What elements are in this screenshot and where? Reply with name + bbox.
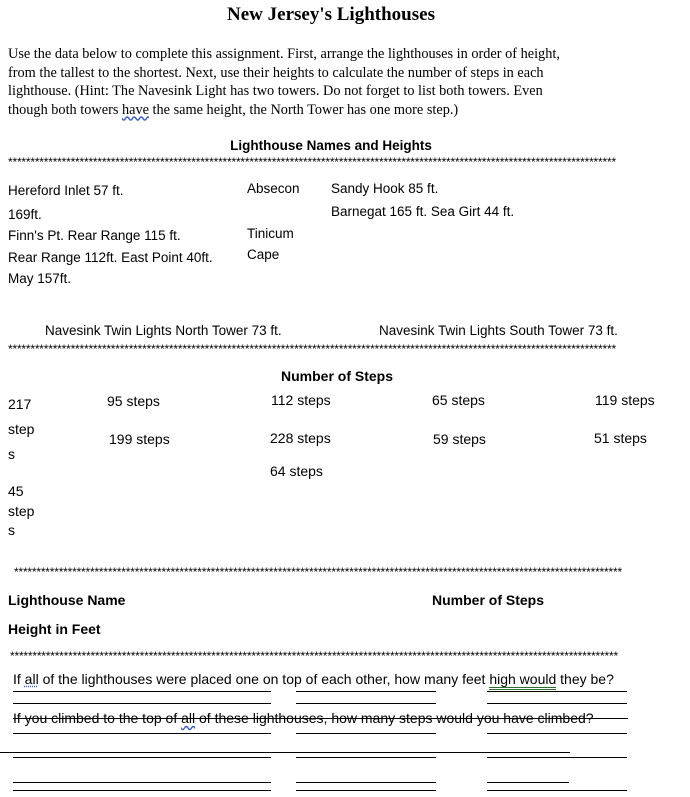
answer-line[interactable] [13,703,271,704]
answer-line[interactable] [0,752,570,753]
names-col-1 [8,180,213,290]
col-header-lighthouse-name: Lighthouse Name [8,592,126,608]
question-1-all: all [24,671,39,687]
name-entry-cape: Cape [247,247,280,262]
question-2-start: If you climbed to the top of [13,710,182,726]
answer-line[interactable] [13,782,271,783]
answer-line[interactable] [487,790,627,791]
steps-value: 65 steps [432,392,485,408]
answer-line[interactable] [13,790,271,791]
separator-3: **************************************************************************************************************************************** [14,567,622,577]
question-1 [13,671,614,687]
answer-line[interactable] [487,691,627,692]
name-entry: Hereford Inlet 57 ft. [8,183,124,198]
name-entry: 169ft. [8,206,42,222]
steps-value: 95 steps [107,393,160,409]
steps-value: s [8,446,15,462]
steps-value: 217 [8,396,32,412]
steps-value: 51 steps [594,430,647,446]
name-entry-sandy-hook: Sandy Hook 85 ft. [331,181,439,196]
navesink-north-tower: Navesink Twin Lights North Tower 73 ft. [45,323,282,338]
name-entry-absecon: Absecon [247,181,300,196]
navesink-south-tower: Navesink Twin Lights South Tower 73 ft. [379,323,618,338]
answer-line[interactable] [13,691,271,692]
question-2-all: all [181,710,196,726]
name-entry-barnegat: Barnegat 165 ft. Sea Girt 44 ft. [331,204,515,219]
answer-line[interactable] [13,757,271,758]
names-heights-heading: Lighthouse Names and Heights [230,138,432,153]
steps-value: 64 steps [270,463,323,479]
col-header-height-in-feet: Height in Feet [8,621,101,637]
steps-value: 119 steps [595,392,655,408]
answer-line[interactable] [296,691,436,692]
separator-2: **************************************************************************************************************************************** [8,344,616,354]
question-1-end: they be? [556,671,614,687]
name-entry-tinicum: Tinicum [247,226,294,241]
strike-line [13,718,628,719]
answer-line[interactable] [296,782,436,783]
instructions-line-4-end: the same height, the North Tower has one more step.) [148,101,459,118]
separator-1: **************************************************************************************************************************************** [8,157,616,167]
answer-line[interactable] [296,757,436,758]
steps-value: s [8,522,15,538]
question-1-high-would: high would [489,671,556,690]
steps-value: 45 [8,483,24,499]
answer-line[interactable] [487,703,627,704]
instructions-line-4-start: though both towers [8,101,122,118]
answer-line[interactable] [487,757,627,758]
name-entry: Finn's Pt. Rear Range 115 ft. [8,228,181,243]
question-2-end: of these lighthouses, how many steps would you have climbed? [195,710,594,726]
instructions [8,45,560,119]
instructions-line-3: lighthouse. (Hint: The Navesink Light has two towers. Do not forget to list both towers. Even [8,83,543,99]
answer-line[interactable] [487,782,569,783]
answer-line[interactable] [296,733,436,734]
steps-wrapped-217 [8,392,34,467]
steps-value: 199 steps [109,431,170,447]
answer-line[interactable] [296,703,436,704]
steps-value: 59 steps [433,431,486,447]
answer-line[interactable] [487,733,627,734]
steps-heading: Number of Steps [281,368,394,384]
col-header-number-of-steps: Number of Steps [432,592,545,608]
steps-value: step [8,421,35,437]
instructions-line-2: from the tallest to the shortest. Next, use their heights to calculate the number of steps in each [8,64,544,81]
grammar-flag-have: have [121,101,149,118]
question-1-start: If [13,671,25,687]
instructions-line-4 [8,101,560,120]
question-1-middle: of the lighthouses were placed one on top of each other, how many feet [38,671,490,687]
answer-line[interactable] [296,790,436,791]
instructions-line-1: Use the data below to complete this assignment. First, arrange the lighthouses in order of height, [8,46,560,62]
answer-line[interactable] [13,733,271,734]
steps-value: step [8,502,35,519]
steps-value: 112 steps [271,392,331,408]
name-entry: Rear Range 112ft. East Point 40ft. [8,249,213,265]
steps-wrapped-45 [8,482,34,541]
separator-4: **************************************************************************************************************************************** [10,651,618,661]
steps-value: 228 steps [270,430,331,446]
name-entry: May 157ft. [8,271,72,286]
page-title: New Jersey's Lighthouses [227,4,435,25]
